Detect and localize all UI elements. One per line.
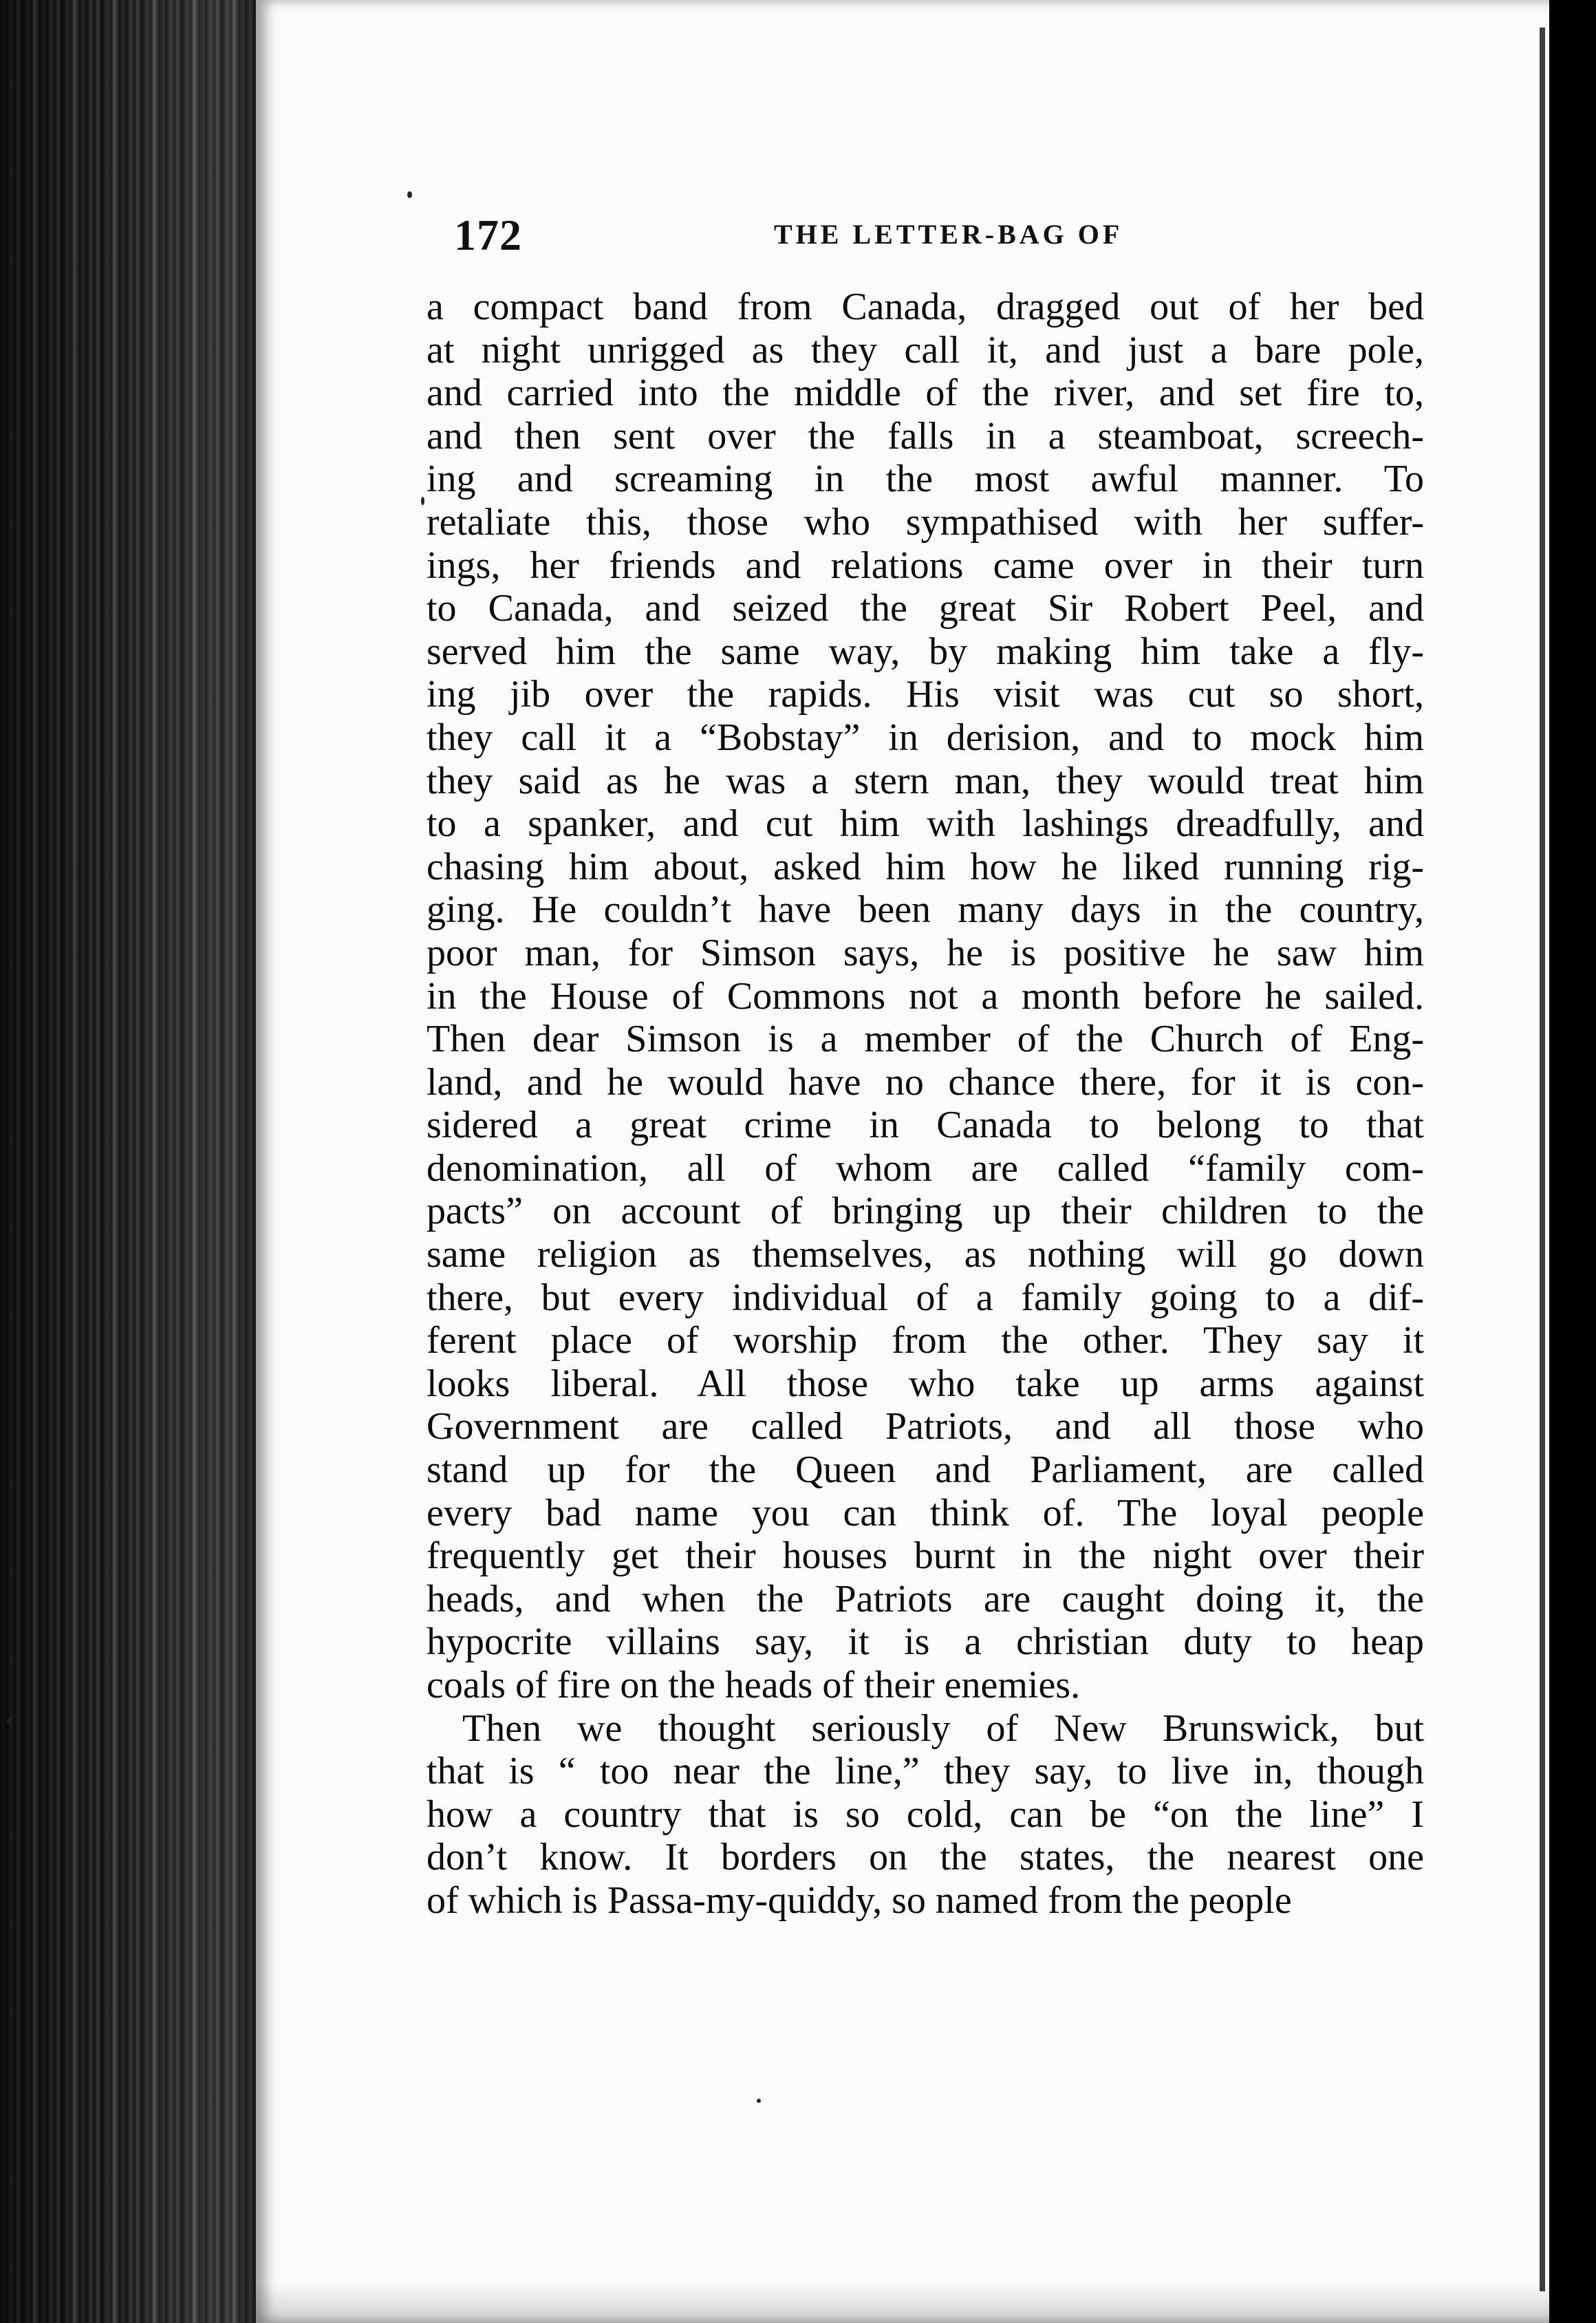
scan-speck [421,497,424,505]
text-line: coals of fire on the heads of their enemies. [427,1664,1081,1706]
text-line: denomination, all of whom are called “family com- [427,1146,1424,1190]
text-line: in the House of Commons not a month before he sailed. [427,974,1424,1018]
text-line: ferent place of worship from the other. They say it [427,1319,1424,1362]
text-line: heads, and when the Patriots are caught doing it, the [427,1577,1424,1620]
text-line: same religion as themselves, as nothing will go down [427,1233,1424,1276]
text-line: Government are called Patriots, and all those who [427,1405,1424,1448]
text-line: ing jib over the rapids. His visit was cut so short, [427,673,1424,716]
text-line: poor man, for Simson says, he is positive he saw him [427,931,1424,974]
gutter-shadow [1540,28,1545,2291]
paragraph [427,1707,1424,1923]
text-line: stand up for the Queen and Parliament, are called [427,1448,1424,1492]
text-line: and carried into the middle of the river, and set fire to, [427,372,1424,415]
text-line: there, but every individual of a family going to a dif- [427,1276,1424,1319]
text-line: retaliate this, those who sympathised with her suffer- [427,500,1424,544]
body-text [427,286,1424,1923]
text-line: at night unrigged as they call it, and just a bare pole, [427,328,1424,372]
page-edges-stack [0,0,268,2323]
text-line: don’t know. It borders on the states, the nearest one [427,1836,1424,1879]
text-line: and then sent over the falls in a steamboat, screech- [427,414,1424,458]
text-line: land, and he would have no chance there, for it is con- [427,1060,1424,1104]
text-line: frequently get their houses burnt in the night over their [427,1534,1424,1578]
text-line: they said as he was a stern man, they would treat him [427,759,1424,802]
scan-speck [7,1719,12,1724]
text-line: Then we thought seriously of New Brunswick, but [462,1706,1424,1750]
text-line: pacts” on account of bringing up their children to the [427,1190,1424,1233]
text-line: that is “ too near the line,” they say, to live in, though [427,1750,1424,1793]
running-title: THE LETTER-BAG OF [774,219,1123,250]
page-bottom-shadow [256,2282,1549,2323]
page-number: 172 [454,211,522,259]
text-line: looks liberal. All those who take up arms against [427,1362,1424,1405]
text-line: every bad name you can think of. The loyal people [427,1491,1424,1534]
text-line: to Canada, and seized the great Sir Robert Peel, and [427,587,1424,630]
scan-speck [757,2099,761,2103]
running-head [454,210,1431,265]
text-line: Then dear Simson is a member of the Church of Eng- [427,1018,1424,1061]
text-line: they call it a “Bobstay” in derision, and to mock him [427,716,1424,759]
paragraph [427,286,1424,1707]
text-line: sidered a great crime in Canada to belong to that [427,1104,1424,1147]
text-line: ings, her friends and relations came over in their turn [427,544,1424,587]
text-line: ing and screaming in the most awful manner. To [427,458,1424,501]
scan-border [1549,0,1596,2323]
text-line: how a country that is so cold, can be “on the line” I [427,1792,1424,1836]
text-line: of which is Passa-my-quiddy, so named from the people [427,1878,1292,1922]
text-line: chasing him about, asked him how he liked running rig- [427,845,1424,888]
text-line: a compact band from Canada, dragged out of her bed [427,286,1424,328]
text-line: to a spanker, and cut him with lashings dreadfully, and [427,802,1424,846]
text-line: hypocrite villains say, it is a christian duty to heap [427,1620,1424,1664]
text-line: ging. He couldn’t have been many days in the country, [427,888,1424,932]
scan-speck [407,191,412,198]
text-line: served him the same way, by making him take a fly- [427,630,1424,673]
